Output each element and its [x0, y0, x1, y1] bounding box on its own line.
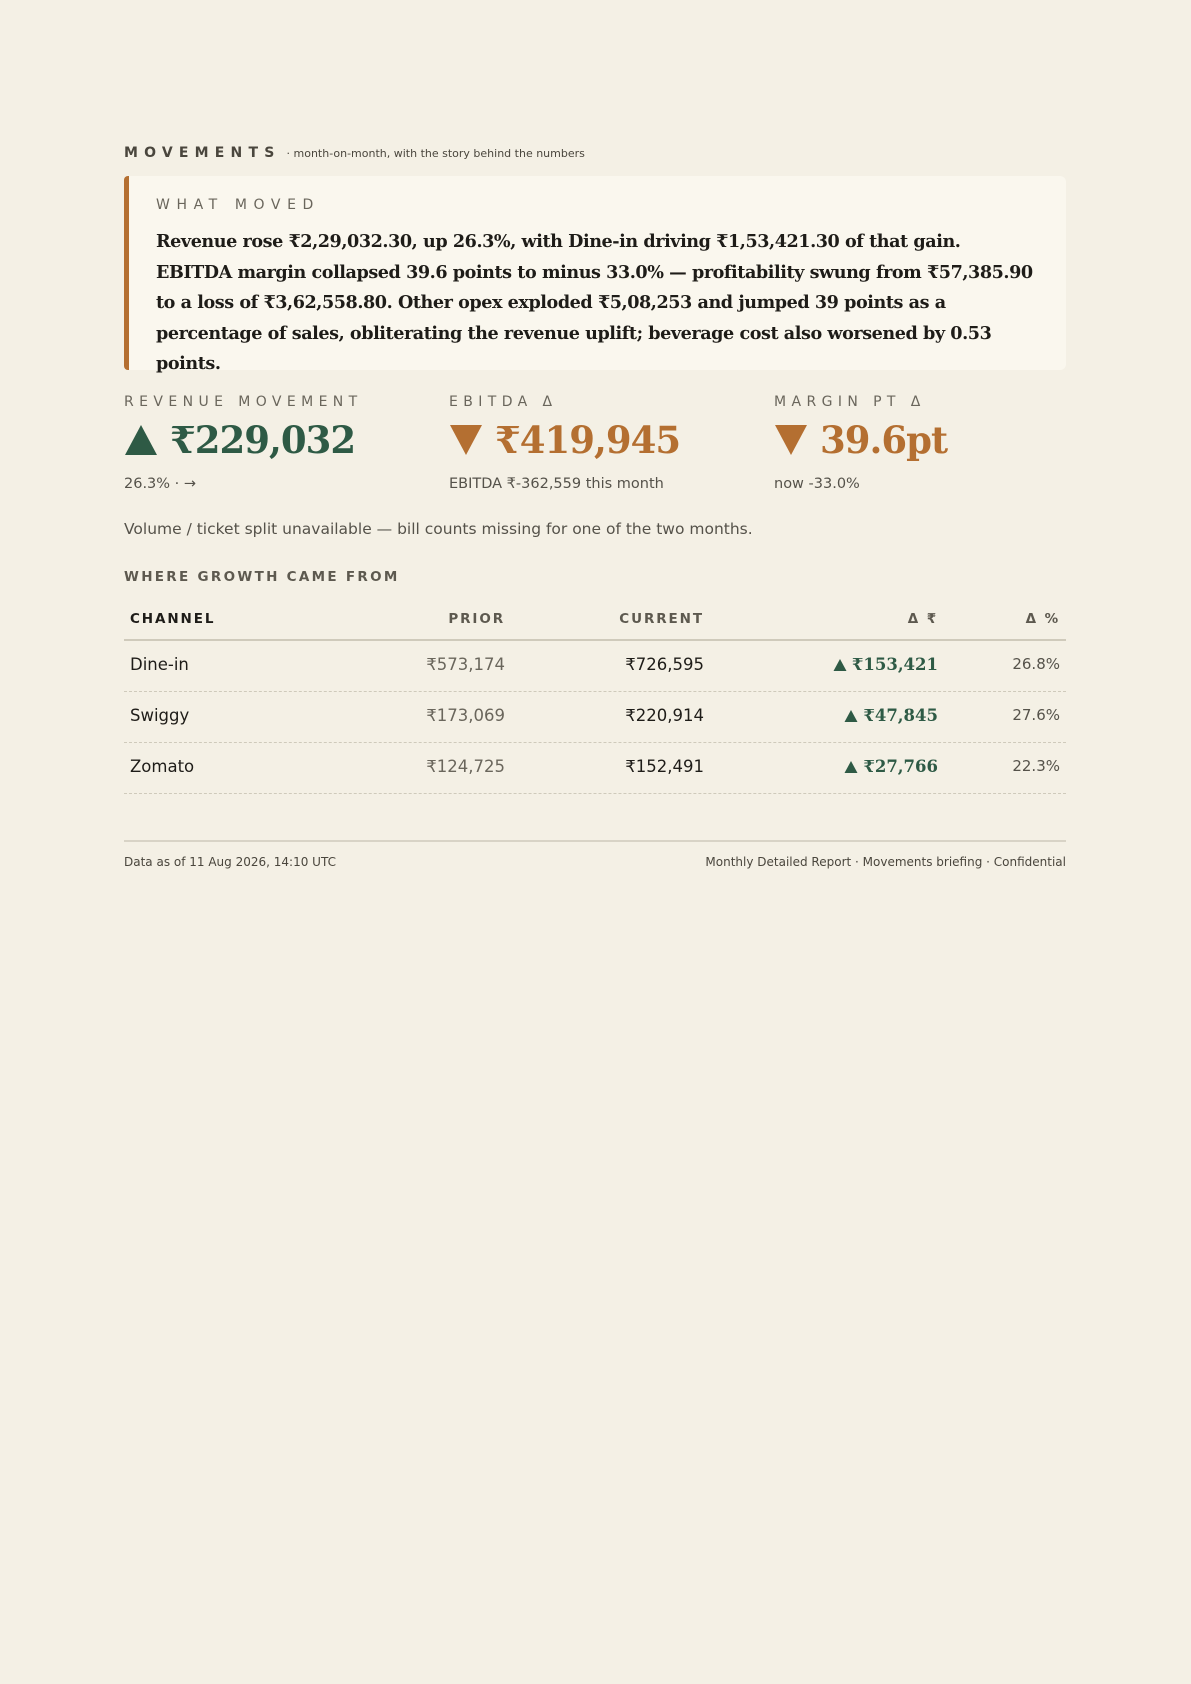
table-header — [124, 600, 1066, 641]
footer-divider — [124, 840, 1066, 842]
column-header-prior: PRIOR — [448, 611, 505, 627]
delta-amount-text: ₹153,421 — [851, 655, 938, 674]
cell-delta-amount — [844, 706, 938, 725]
column-header-channel: CHANNEL — [130, 611, 216, 627]
callout-accent-bar — [124, 176, 129, 370]
kpi-value — [449, 418, 680, 462]
cell-current: ₹152,491 — [625, 757, 704, 776]
growth-table — [124, 600, 1066, 794]
cell-current: ₹726,595 — [625, 655, 704, 674]
volume-ticket-note: Volume / ticket split unavailable — bill counts missing for one of the two months. — [124, 520, 753, 538]
footer-report-info: Monthly Detailed Report · Movements briefing · Confidential — [705, 855, 1066, 869]
cell-delta-percent: 26.8% — [1012, 655, 1060, 673]
column-header-delta-percent: Δ % — [1025, 611, 1060, 627]
callout-text: Revenue rose ₹2,29,032.30, up 26.3%, with Dine-in driving ₹1,53,421.30 of that gain. EBITDA margin collapsed 39.6 points to minus 33.0% — profitability swung from ₹57,385.90 to a loss of ₹3,62,558.80. Other opex exploded ₹5,08,253 and jumped 39 points as a percentage of sales, obliterating the revenue uplift; beverage cost also worsened by 0.53 points. — [156, 231, 1033, 374]
section-subtitle: · month-on-month, with the story behind the numbers — [286, 147, 585, 160]
growth-heading: WHERE GROWTH CAME FROM — [124, 569, 400, 585]
cell-delta-amount — [833, 655, 938, 674]
delta-amount-text: ₹47,845 — [863, 706, 938, 725]
column-header-current: CURRENT — [619, 611, 704, 627]
callout-label: WHAT MOVED — [156, 197, 320, 213]
kpi-subtext: EBITDA ₹-362,559 this month — [449, 476, 664, 492]
kpi-number: ₹419,945 — [495, 418, 681, 462]
cell-prior: ₹573,174 — [426, 655, 505, 674]
cell-prior: ₹173,069 — [426, 706, 505, 725]
cell-channel: Swiggy — [130, 706, 190, 725]
section-header — [124, 145, 585, 161]
triangle-down-icon — [449, 423, 483, 457]
cell-current: ₹220,914 — [625, 706, 704, 725]
column-header-delta-amount: Δ ₹ — [907, 611, 938, 627]
kpi-label: REVENUE MOVEMENT — [124, 394, 363, 410]
kpi-margin-pt-delta — [774, 394, 1074, 492]
kpi-value — [124, 418, 355, 462]
triangle-up-icon — [844, 760, 858, 774]
table-row — [124, 641, 1066, 692]
triangle-up-icon — [833, 658, 847, 672]
kpi-label: EBITDA Δ — [449, 394, 558, 410]
section-title: MOVEMENTS — [124, 145, 281, 161]
triangle-up-icon — [124, 423, 158, 457]
kpi-label: MARGIN PT Δ — [774, 394, 926, 410]
cell-channel: Zomato — [130, 757, 195, 776]
triangle-down-icon — [774, 423, 808, 457]
table-row — [124, 692, 1066, 743]
kpi-number: ₹229,032 — [170, 418, 356, 462]
delta-amount-text: ₹27,766 — [863, 757, 938, 776]
cell-delta-percent: 22.3% — [1012, 757, 1060, 775]
what-moved-callout — [124, 176, 1066, 374]
table-row — [124, 743, 1066, 794]
triangle-up-icon — [844, 709, 858, 723]
kpi-revenue-movement — [124, 394, 424, 492]
kpi-value — [774, 418, 947, 462]
cell-delta-percent: 27.6% — [1012, 706, 1060, 724]
kpi-ebitda-delta — [449, 394, 749, 492]
kpi-subtext: 26.3% · → — [124, 476, 197, 492]
cell-prior: ₹124,725 — [426, 757, 505, 776]
kpi-subtext: now -33.0% — [774, 476, 860, 492]
footer-timestamp: Data as of 11 Aug 2026, 14:10 UTC — [124, 855, 336, 869]
cell-delta-amount — [844, 757, 938, 776]
cell-channel: Dine-in — [130, 655, 189, 674]
kpi-number: 39.6pt — [820, 418, 948, 462]
